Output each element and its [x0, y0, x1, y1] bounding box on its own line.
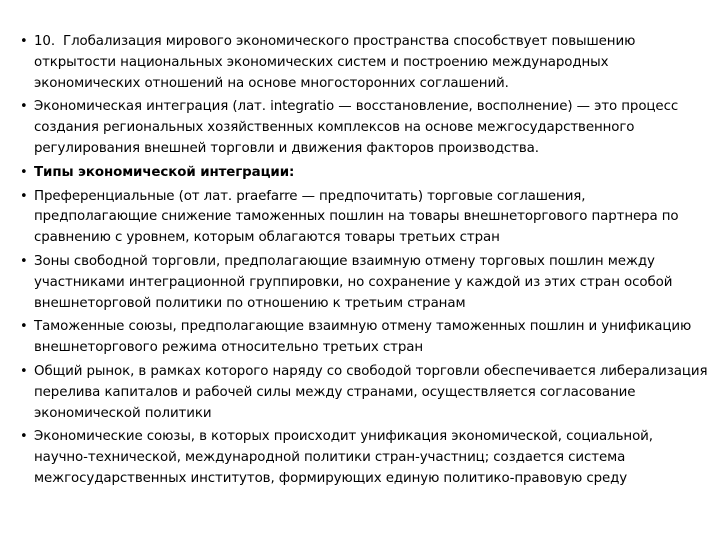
list-item-types-heading	[20, 163, 710, 184]
item-text: Таможенные союзы, предполагающие взаимную отмену таможенных пошлин и унификацию внешнеторгового режима относительно третьих стран	[34, 319, 692, 356]
item-text: Экономические союзы, в которых происходит унификация экономической, социальной, научно-технической, международной политики стран-участниц; создается система межгосударственных институтов, формирующих единую политико-правовую среду	[34, 429, 653, 486]
item-number: 10.	[34, 34, 55, 49]
item-text: Зоны свободной торговли, предполагающие взаимную отмену торговых пошлин между участниками интеграционной группировки, но сохранение у каждой из этих стран особой внешнеторговой политики по отношению к третьим странам	[34, 253, 673, 311]
bullet-icon: •	[20, 253, 28, 269]
bullet-icon: •	[20, 34, 28, 49]
bullet-icon: •	[20, 164, 28, 180]
item-text: Глобализация мирового экономического пространства способствует повышению открытости национальных экономических систем и построению международных экономических отношений на основе многосторонних соглашений.	[34, 34, 636, 91]
bullet-icon: •	[20, 188, 28, 204]
list-item-common-market	[20, 362, 710, 424]
slide-content	[20, 32, 710, 493]
bullet-icon: •	[20, 99, 28, 115]
list-item-customs-unions	[20, 317, 710, 359]
section-heading: Типы экономической интеграции:	[34, 164, 295, 180]
bullet-icon: •	[20, 363, 28, 379]
bullet-icon: •	[20, 429, 28, 445]
list-item-integration-definition	[20, 97, 710, 159]
list-item-preferential-agreements	[20, 187, 710, 249]
item-text: Экономическая интеграция (лат. integratio — восстановление, восполнение) — это процесс создания региональных хозяйственных комплексов на основе межгосударственного регулирования внешней торговли и движения факторов производства.	[34, 99, 679, 156]
item-text: Общий рынок, в рамках которого наряду со свободой торговли обеспечивается либерализация перелива капиталов и рабочей силы между странами, осуществляется согласование экономической политики	[34, 363, 708, 421]
list-item-globalization	[20, 32, 710, 94]
item-text: Преференциальные (от лат. praefarre — предпочитать) торговые соглашения, предполагающие снижение таможенных пошлин на товары внешнеторгового партнера по сравнению с уровнем, которым облагаются товары третьих стран	[34, 188, 679, 246]
bullet-icon: •	[20, 319, 28, 335]
bullet-list	[20, 32, 710, 490]
list-item-free-trade-zones	[20, 252, 710, 314]
list-item-economic-unions	[20, 427, 710, 489]
